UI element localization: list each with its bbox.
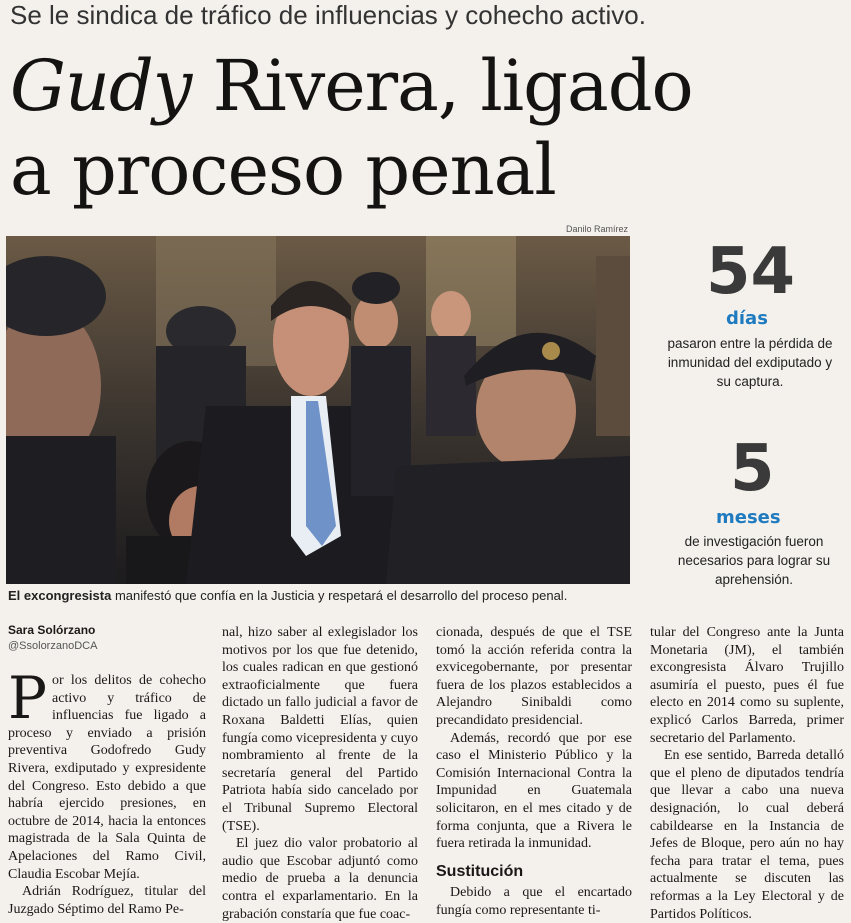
caption-text: manifestó que confía en la Justicia y respetará el desarrollo del proceso penal.	[111, 588, 568, 603]
article-paragraph: El juez dio valor probatorio al audio que Escobar adjuntó como medio de prueba a la denuncia contra el exparlamentario. En la grabación constaría que fue coac-	[222, 836, 418, 922]
stat-months-number: 5	[730, 432, 775, 506]
article-paragraph: tular del Congreso ante la Junta Monetaria (JM), el también excongresista Álvaro Trujillo asumiría el puesto, pues él fue electo en 2014 como su suplente, explicó Carlos Barreda, primer secretario del Parlamento.	[650, 625, 844, 746]
stat-days-number: 54	[706, 235, 796, 309]
article-column-1	[8, 664, 206, 918]
article-column-3	[436, 624, 632, 920]
headline-line1-rest: Rivera, ligado	[191, 45, 693, 127]
photo-caption	[8, 588, 628, 603]
subhead: Sustitución	[436, 862, 524, 880]
headline-line2: a proceso penal	[10, 129, 556, 211]
kicker: Se le sindica de tráfico de influencias y cohecho activo.	[10, 0, 646, 30]
photo-credit: Danilo Ramírez	[566, 224, 629, 234]
stat-months-unit: meses	[716, 507, 781, 528]
article-paragraph: Además, recordó que por ese caso el Ministerio Público y la Comisión Internacional Contra la Impunidad en Guatemala solicitaron, en el mes citado y de forma conjunta, que a Rivera le fuera retirada la inmunidad.	[436, 730, 632, 852]
stat-months-text: de investigación fueron necesarios para lograr su aprehensión.	[677, 534, 831, 587]
stat-days-text: pasaron entre la pérdida de inmunidad del exdiputado y su captura.	[667, 336, 833, 389]
article-paragraph: cionada, después de que el TSE tomó la acción referida contra la exvicegobernante, por presentar fuera de los plazos establecidos a Alejandro Sinibaldi como precandidato presidencial.	[436, 625, 632, 728]
article-paragraph: Adrián Rodríguez, titular del Juzgado Séptimo del Ramo Pe-	[8, 884, 206, 917]
byline-handle: @SsolorzanoDCA	[8, 640, 98, 652]
article-column-2	[222, 624, 418, 923]
article-paragraph: En ese sentido, Barreda detalló que el pleno de diputados tendría que llevar a cabo una nueva designación, lo cual deberá cabildearse en la Instancia de Jefes de Bloque, pero aún no hay fecha para tratar el tema, pues actualmente se discuten las reformas a la Ley Electoral y de Partidos Políticos.	[650, 748, 844, 922]
headline	[10, 44, 845, 212]
headline-italic-name: Gudy	[10, 45, 192, 127]
byline-author: Sara Solórzano	[8, 623, 96, 637]
paragraph-text: or los delitos de cohecho activo y tráfico de influencias fue ligado a proceso y enviado a prisión preventiva Godofredo Gudy Rivera, exdiputado y expresidente del Congreso. Esto debido a que habría ejercido presiones, en octubre de 2014, hacia la entonces magistrada de la Sala Quinta de Apelaciones del Ramo Civil, Claudia Escobar Mejía.	[8, 673, 206, 882]
drop-cap: P	[8, 664, 48, 732]
news-photo	[6, 236, 630, 584]
article-paragraph	[8, 664, 206, 883]
photo-illustration	[6, 236, 630, 584]
article-paragraph: nal, hizo saber al exlegislador los motivos por los que fue detenido, los cuales radican en que gestionó extraoficialmente que fuera dictado un fallo judicial a favor de Roxana Baldetti Elías, quien fungía como vicepresidenta y cuyo nombramiento al frente de la secretaría general del Partido Patriota había sido cancelado por el Tribunal Supremo Electoral (TSE).	[222, 625, 418, 834]
caption-lead: El excongresista	[8, 588, 112, 603]
article-column-4	[650, 624, 844, 923]
article-paragraph: Debido a que el encartado fungía como representante ti-	[436, 885, 632, 918]
stat-days-unit: días	[726, 308, 768, 329]
